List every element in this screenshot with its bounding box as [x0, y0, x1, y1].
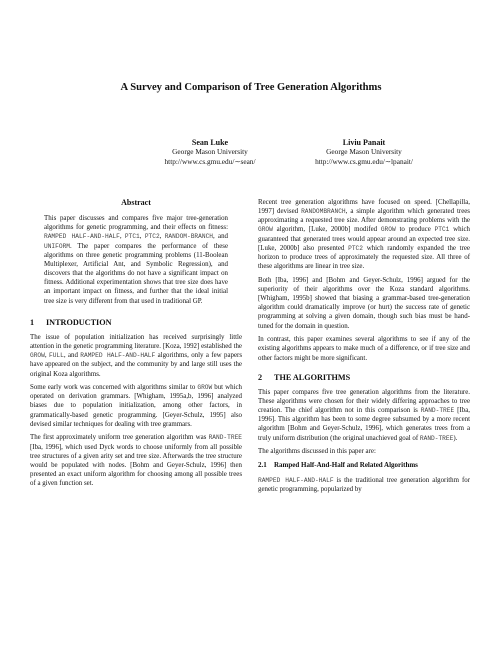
paper-title: A Survey and Comparison of Tree Generation Algorithms — [120, 82, 382, 93]
author-affiliation: George Mason University — [172, 147, 248, 157]
author-block-2 — [264, 138, 464, 166]
author-name: Sean Luke — [191, 138, 229, 147]
subsection-heading-ramped: 2.1 Ramped Half-And-Half and Related Algorithms — [258, 461, 418, 470]
paragraph: In contrast, this paper examines several algorithms to see if any of the existing algorithms appears to make much of a difference, or if tree size and other factors might be more significant. — [258, 336, 470, 362]
author-url[interactable]: http://www.cs.gmu.edu/∼lpanait/ — [315, 156, 413, 166]
paragraph: The algorithms discussed in this paper are: — [258, 448, 376, 456]
author-name: Liviu Panait — [342, 138, 386, 147]
paragraph: RAMPED HALF-AND-HALF is the traditional tree generation algorithm for genetic programming, popularized by — [258, 476, 471, 493]
author-url[interactable]: http://www.cs.gmu.edu/∼sean/ — [164, 156, 256, 166]
paragraph: Some early work was concerned with algorithms similar to GROW but which operated on derivation grammars. [Whigham, 1995a,b, 1996] analyzed biases due to population initialization, among other factors, in grammatically-based genetic programming. [Geyer-Schulz, 1995] also devised similar techniques for dealing with tree grammars. — [30, 384, 242, 428]
paragraph: The issue of population initialization has received surprisingly little attention in the genetic programming literature. [Koza, 1992] established the GROW, FULL, and RAMPED HALF-AND-HALF algorithms, only a few papers have appeared on the subject, and the community by and large still uses the original Koza algorithms. — [30, 333, 242, 378]
paragraph: The first approximately uniform tree generation algorithm was RAND-TREE [Iba, 1996], which used Dyck words to choose uniformly from all possible tree structures of a given arity set and tree size. Afterwards the tree structure would be populated with nodes. [Bohm and Geyer-Schulz, 1996] then presented an exact uniform algorithm for choosing among all possible trees of a given function set. — [30, 434, 242, 488]
abstract-text: This paper discusses and compares five major tree-generation algorithms for genetic programming, and their effects on fitness: RAMPED HALF-AND-HALF, PTC1, PTC2, RANDOM-BRANCH, and UNIFORM. The paper compares the performance of these algorithms on three genetic programming problems (11-Boolean Multiplexer, Artificial Ant, and Symbolic Regression), and discovers that the algorithms do not have a significant impact on fitness. Additional experimentation shows that tree size does have an important impact on fitness, and further that the ideal initial tree size is very different from that used in traditional GP. — [44, 215, 228, 305]
author-affiliation: George Mason University — [326, 147, 402, 157]
section-heading-introduction: 1 INTRODUCTION — [30, 317, 112, 327]
section-heading-algorithms: 2 THE ALGORITHMS — [258, 372, 351, 382]
right-column — [258, 198, 470, 498]
abstract-heading: Abstract — [121, 198, 151, 207]
paragraph: Recent tree generation algorithms have focused on speed. [Chellapilla, 1997] devised RANDOMBRANCH, a simple algorithm which generated trees approximating a requested tree size. After demonstrating problems with the GROW algorithm, [Luke, 2000b] modifed GROW to produce PTC1 which guaranteed that generated trees would appear around an expected tree size. [Luke, 2000b] also presented PTC2 which randomly expanded the tree horizon to produce trees of approximately the requested size. All three of these algorithms are linear in tree size. — [258, 199, 471, 271]
paragraph: Both [Iba, 1996] and [Bohm and Geyer-Schulz, 1996] argued for the superiority of their algorithms over the Koza standard algorithms. [Whigham, 1995b] showed that biasing a grammar-based tree-generation algorithm could dramatically improve (or hurt) the success rate of genetic programming at solving a given domain, though such bias must be hand-tuned for the domain in question. — [258, 276, 470, 330]
left-column — [30, 198, 242, 493]
paragraph: This paper compares five tree generation algorithms from the literature. These algorithms were chosen for their widely differing approaches to tree creation. The chief algorithm not in this comparison is RAND-TREE [Iba, 1996]. This algorithm has been to some degree subsumed by a more recent algorithm [Bohm and Geyer-Schulz, 1996], which generates trees from a truly uniform distribution (the original unachieved goal of RAND-TREE). — [258, 388, 471, 442]
